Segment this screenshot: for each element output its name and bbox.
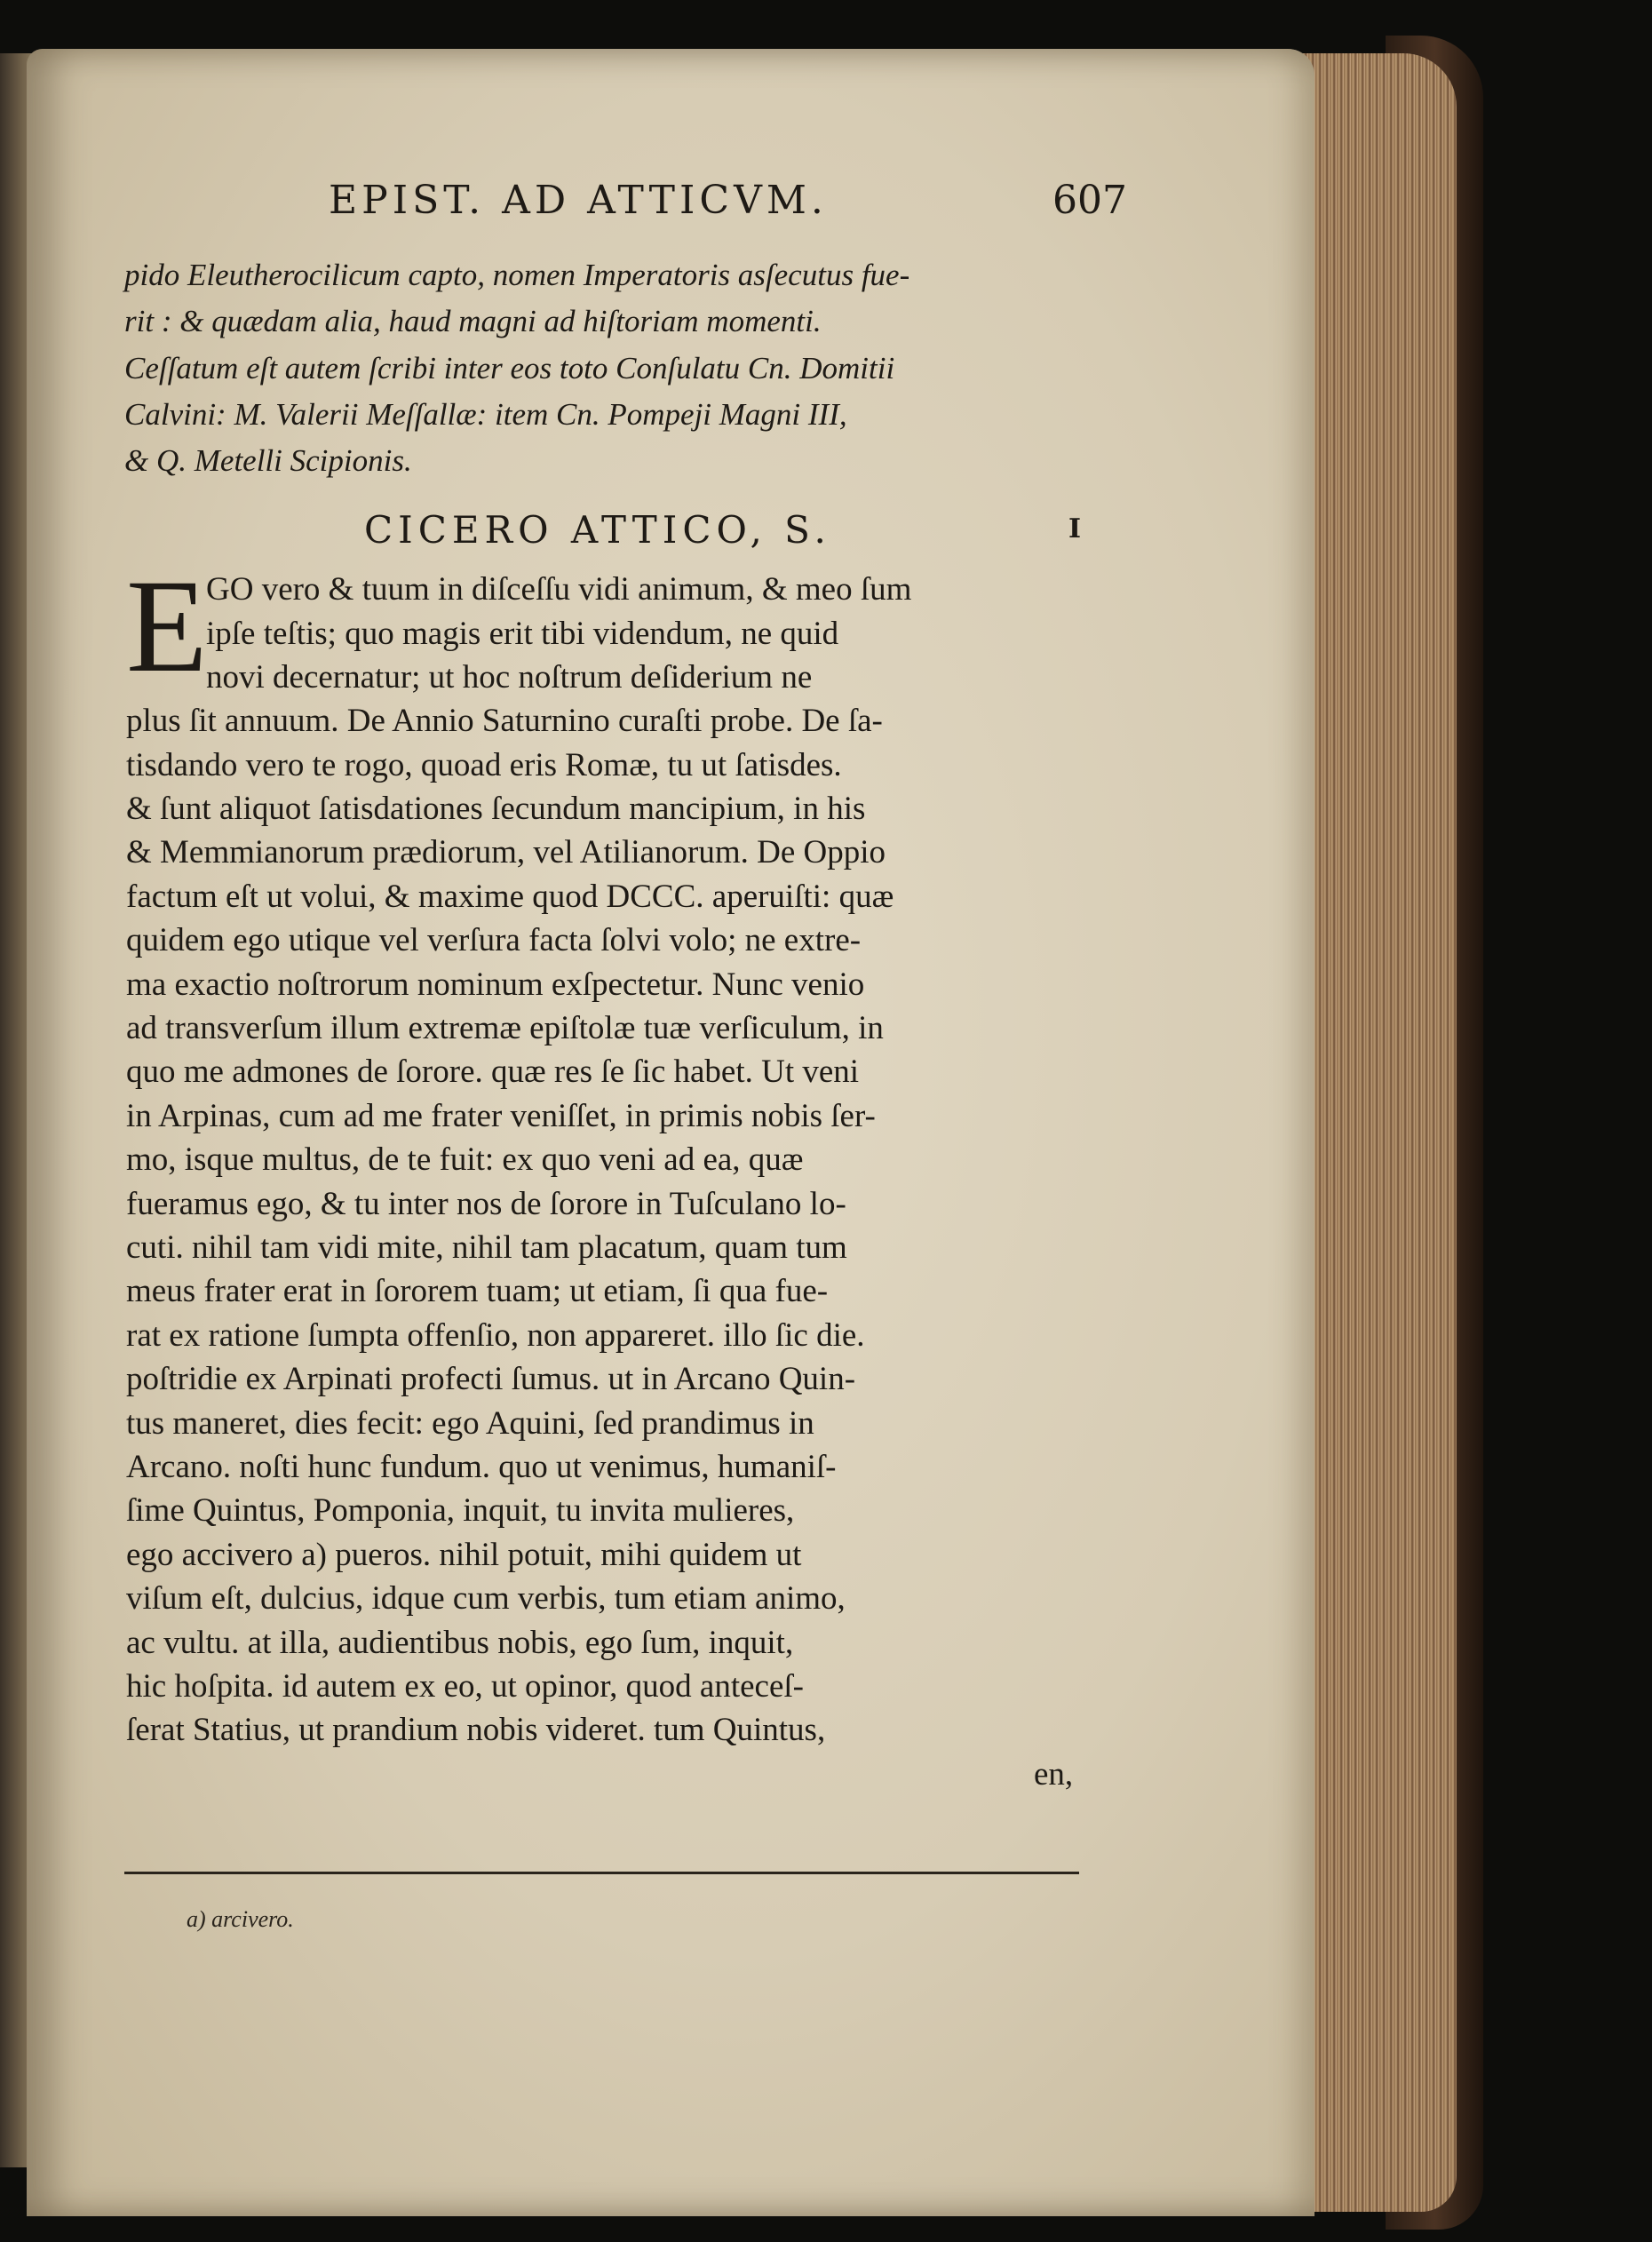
text-line: quo me admones de ſorore. quæ res ſe ſic habet. Ut veni <box>126 1053 860 1090</box>
text-line: ſerat Statius, ut prandium nobis videret. tum Quintus, <box>126 1712 826 1748</box>
text-line: quidem ego utique vel verſura facta ſolvi volo; ne extre- <box>126 922 862 958</box>
drop-cap: E <box>126 553 208 700</box>
text-line: GO vero & tuum in diſceſſu vidi animum, & meo ſum <box>206 571 912 608</box>
intro-line: Ceſſatum eſt autem ſcribi inter eos toto Conſulatu Cn. Domitii <box>124 351 895 386</box>
text-line: novi decernatur; ut hoc noſtrum deſiderium ne <box>206 659 813 696</box>
text-line: & Memmianorum prædiorum, vel Atilianorum. De Oppio <box>126 834 886 871</box>
text-line: ſime Quintus, Pomponia, inquit, tu invita mulieres, <box>126 1492 795 1529</box>
text-line: poſtridie ex Arpinati profecti ſumus. ut in Arcano Quin- <box>126 1361 856 1397</box>
text-line: in Arpinas, cum ad me frater veniſſet, in primis nobis ſer- <box>126 1098 876 1134</box>
catchword: en, <box>1034 1756 1074 1793</box>
text-line: cuti. nihil tam vidi mite, nihil tam placatum, quam tum <box>126 1229 847 1266</box>
text-line: hic hoſpita. id autem ex eo, ut opinor, quod anteceſ- <box>126 1668 804 1705</box>
letter-heading: CICERO ATTICO, S. <box>364 508 831 552</box>
intro-line: rit : & quædam alia, haud magni ad hiſtoriam momenti. <box>124 304 822 338</box>
page-edges <box>1301 53 1457 2212</box>
text-line: plus ſit annuum. De Annio Saturnino curaſti probe. De ſa- <box>126 703 883 739</box>
text-line: & ſunt aliquot ſatisdationes ſecundum mancipium, in his <box>126 791 866 827</box>
text-line: Arcano. noſti hunc fundum. quo ut venimus, humaniſ- <box>126 1449 837 1485</box>
text-line: ipſe teſtis; quo magis erit tibi videndum, ne quid <box>206 616 839 652</box>
footnote: a) arcivero. <box>187 1906 294 1932</box>
letter-number: I <box>1068 513 1082 545</box>
text-line: rat ex ratione ſumpta offenſio, non appareret. illo ſic die. <box>126 1317 865 1354</box>
running-head: EPIST. AD ATTICVM. <box>329 178 828 223</box>
intro-line: & Q. Metelli Scipionis. <box>124 443 412 478</box>
text-line: ac vultu. at illa, audientibus nobis, ego ſum, inquit, <box>126 1625 794 1661</box>
text-line: ad transverſum illum extremæ epiſtolæ tuæ verſiculum, in <box>126 1010 884 1046</box>
page-number: 607 <box>1052 178 1127 223</box>
text-line: meus frater erat in ſororem tuam; ut etiam, ſi qua fue- <box>126 1273 829 1309</box>
intro-line: pido Eleutherocilicum capto, nomen Imperatoris asſecutus fue- <box>124 258 910 292</box>
text-line: tus maneret, dies fecit: ego Aquini, ſed prandimus in <box>126 1405 814 1442</box>
text-line: factum eſt ut volui, & maxime quod DCCC. aperuiſti: quæ <box>126 879 894 915</box>
text-line: mo, isque multus, de te fuit: ex quo veni ad ea, quæ <box>126 1141 804 1178</box>
text-line: tisdando vero te rogo, quoad eris Romæ, tu ut ſatisdes. <box>126 747 842 783</box>
footnote-rule <box>124 1872 1079 1874</box>
text-line: ego accivero a) pueros. nihil potuit, mihi quidem ut <box>126 1537 802 1573</box>
text-line: viſum eſt, dulcius, idque cum verbis, tum etiam animo, <box>126 1580 846 1617</box>
intro-line: Calvini: M. Valerii Meſſallæ: item Cn. Pompeji Magni III, <box>124 397 847 432</box>
text-line: fueramus ego, & tu inter nos de ſorore in Tuſculano lo- <box>126 1186 846 1222</box>
text-line: ma exactio noſtrorum nominum exſpectetur. Nunc venio <box>126 966 865 1003</box>
